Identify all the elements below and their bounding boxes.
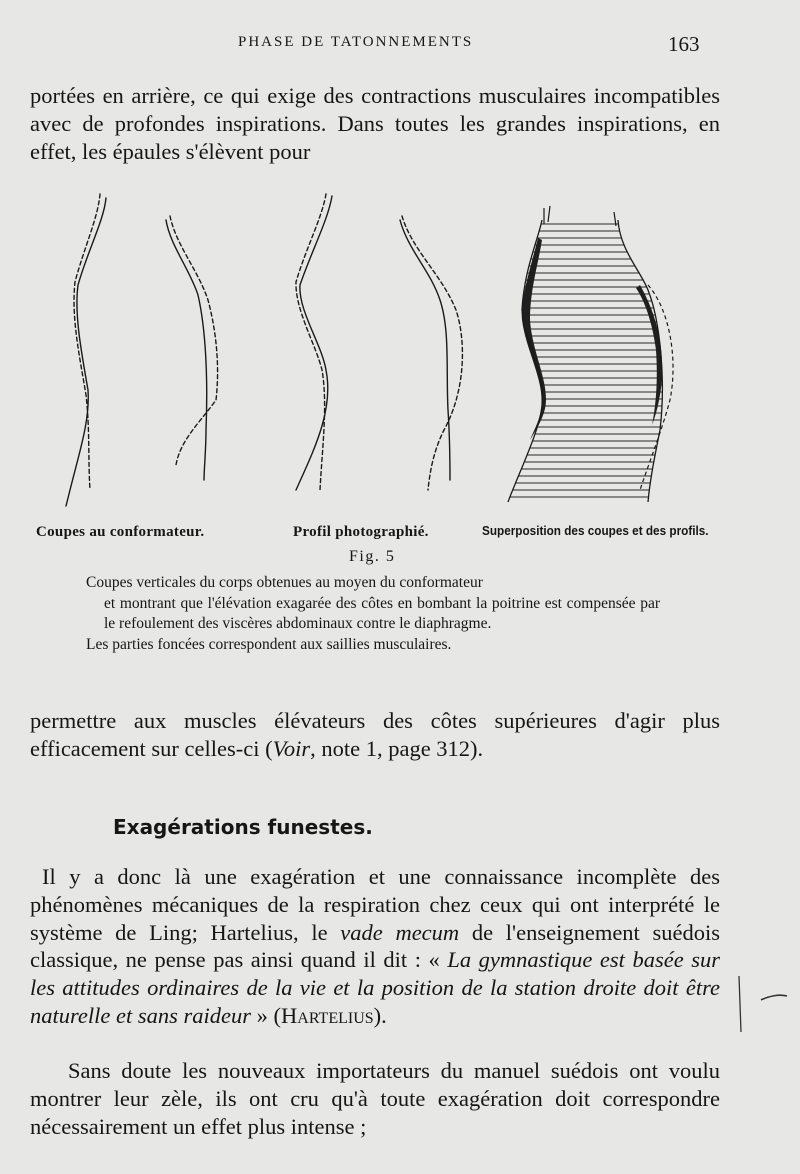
hartelius-quote: La gymnastique est basée sur les attitudes ordinaires de la vie et la position de la station droite doit être naturelle et sans raideur	[30, 947, 720, 1028]
paragraph-mid-text: permettre aux muscles élévateurs des côtes supérieures d'agir plus efficacement sur celles-ci (	[30, 708, 720, 761]
profile-2-solid	[166, 220, 207, 480]
author-name: Hartelius	[281, 1002, 374, 1028]
voir-reference: Voir	[272, 735, 311, 761]
superposition-drawing	[500, 206, 673, 502]
paragraph-mid-end: , note 1, page 312).	[310, 735, 484, 761]
figure-legend-line-3: Les parties foncées correspondent aux saillies musculaires.	[86, 635, 452, 653]
figure-label-conformateur: Coupes au conformateur.	[36, 524, 205, 540]
vade-mecum: vade mecum	[340, 919, 460, 945]
figure-legend	[86, 573, 660, 655]
dark-muscle-back	[636, 285, 662, 425]
ling-text-a: Il y a donc là une exagération et une connaissance incomplète des phénomènes mécaniques de la respiration chez ceux qui ont interprété le système de Ling; Hartelius, le	[30, 864, 720, 945]
figure-label-profil: Profil photographié.	[293, 524, 429, 540]
section-heading: Exagérations funestes.	[113, 815, 373, 839]
paragraph-top: portées en arrière, ce qui exige des contractions musculaires incompatibles avec de profondes inspirations. Dans toutes les grandes inspirations, en effet, les épaules s'élèvent pour	[30, 83, 720, 164]
figure-number: Fig. 5	[349, 548, 396, 565]
page-number: 163	[668, 32, 700, 56]
running-head	[0, 32, 800, 56]
running-title: PHASE DE TATONNEMENTS	[238, 34, 474, 50]
profile-3-solid	[296, 196, 332, 490]
figure-label-superposition: Superposition des coupes et des profils.	[482, 524, 709, 538]
paragraph-mid	[30, 707, 720, 763]
paragraph-ling	[30, 863, 720, 1030]
figure-legend-line-2: et montrant que l'élévation exagarée des côtes en bombant la poitrine est compensée par le refoulement des viscères abdominaux contre le diaphragme.	[104, 594, 660, 632]
figure-5-illustration	[30, 190, 720, 520]
ling-text-d: ).	[373, 1002, 387, 1028]
body-profiles-drawing	[30, 190, 720, 520]
profile-1-solid	[66, 198, 106, 506]
ling-text-c: » (	[251, 1002, 282, 1028]
profile-3-dashed	[296, 194, 326, 490]
figure-legend-line-1: Coupes verticales du corps obtenues au moyen du conformateur	[86, 574, 483, 591]
margin-pencil-mark	[735, 972, 795, 1042]
profile-2-dashed	[170, 216, 218, 465]
superposition-outline	[508, 220, 662, 502]
profile-1-dashed	[74, 194, 100, 490]
profile-4-dashed	[402, 216, 462, 490]
paragraph-last: Sans doute les nouveaux importateurs du manuel suédois ont voulu montrer leur zèle, ils ont cru qu'à toute exagération doit correspondre nécessairement un effet plus intense ;	[30, 1058, 720, 1139]
ling-text-b: de l'enseignement suédois classique, ne pense pas ainsi quand il dit : «	[30, 919, 720, 973]
figure-labels	[0, 524, 800, 546]
dark-muscle-front	[522, 238, 546, 440]
